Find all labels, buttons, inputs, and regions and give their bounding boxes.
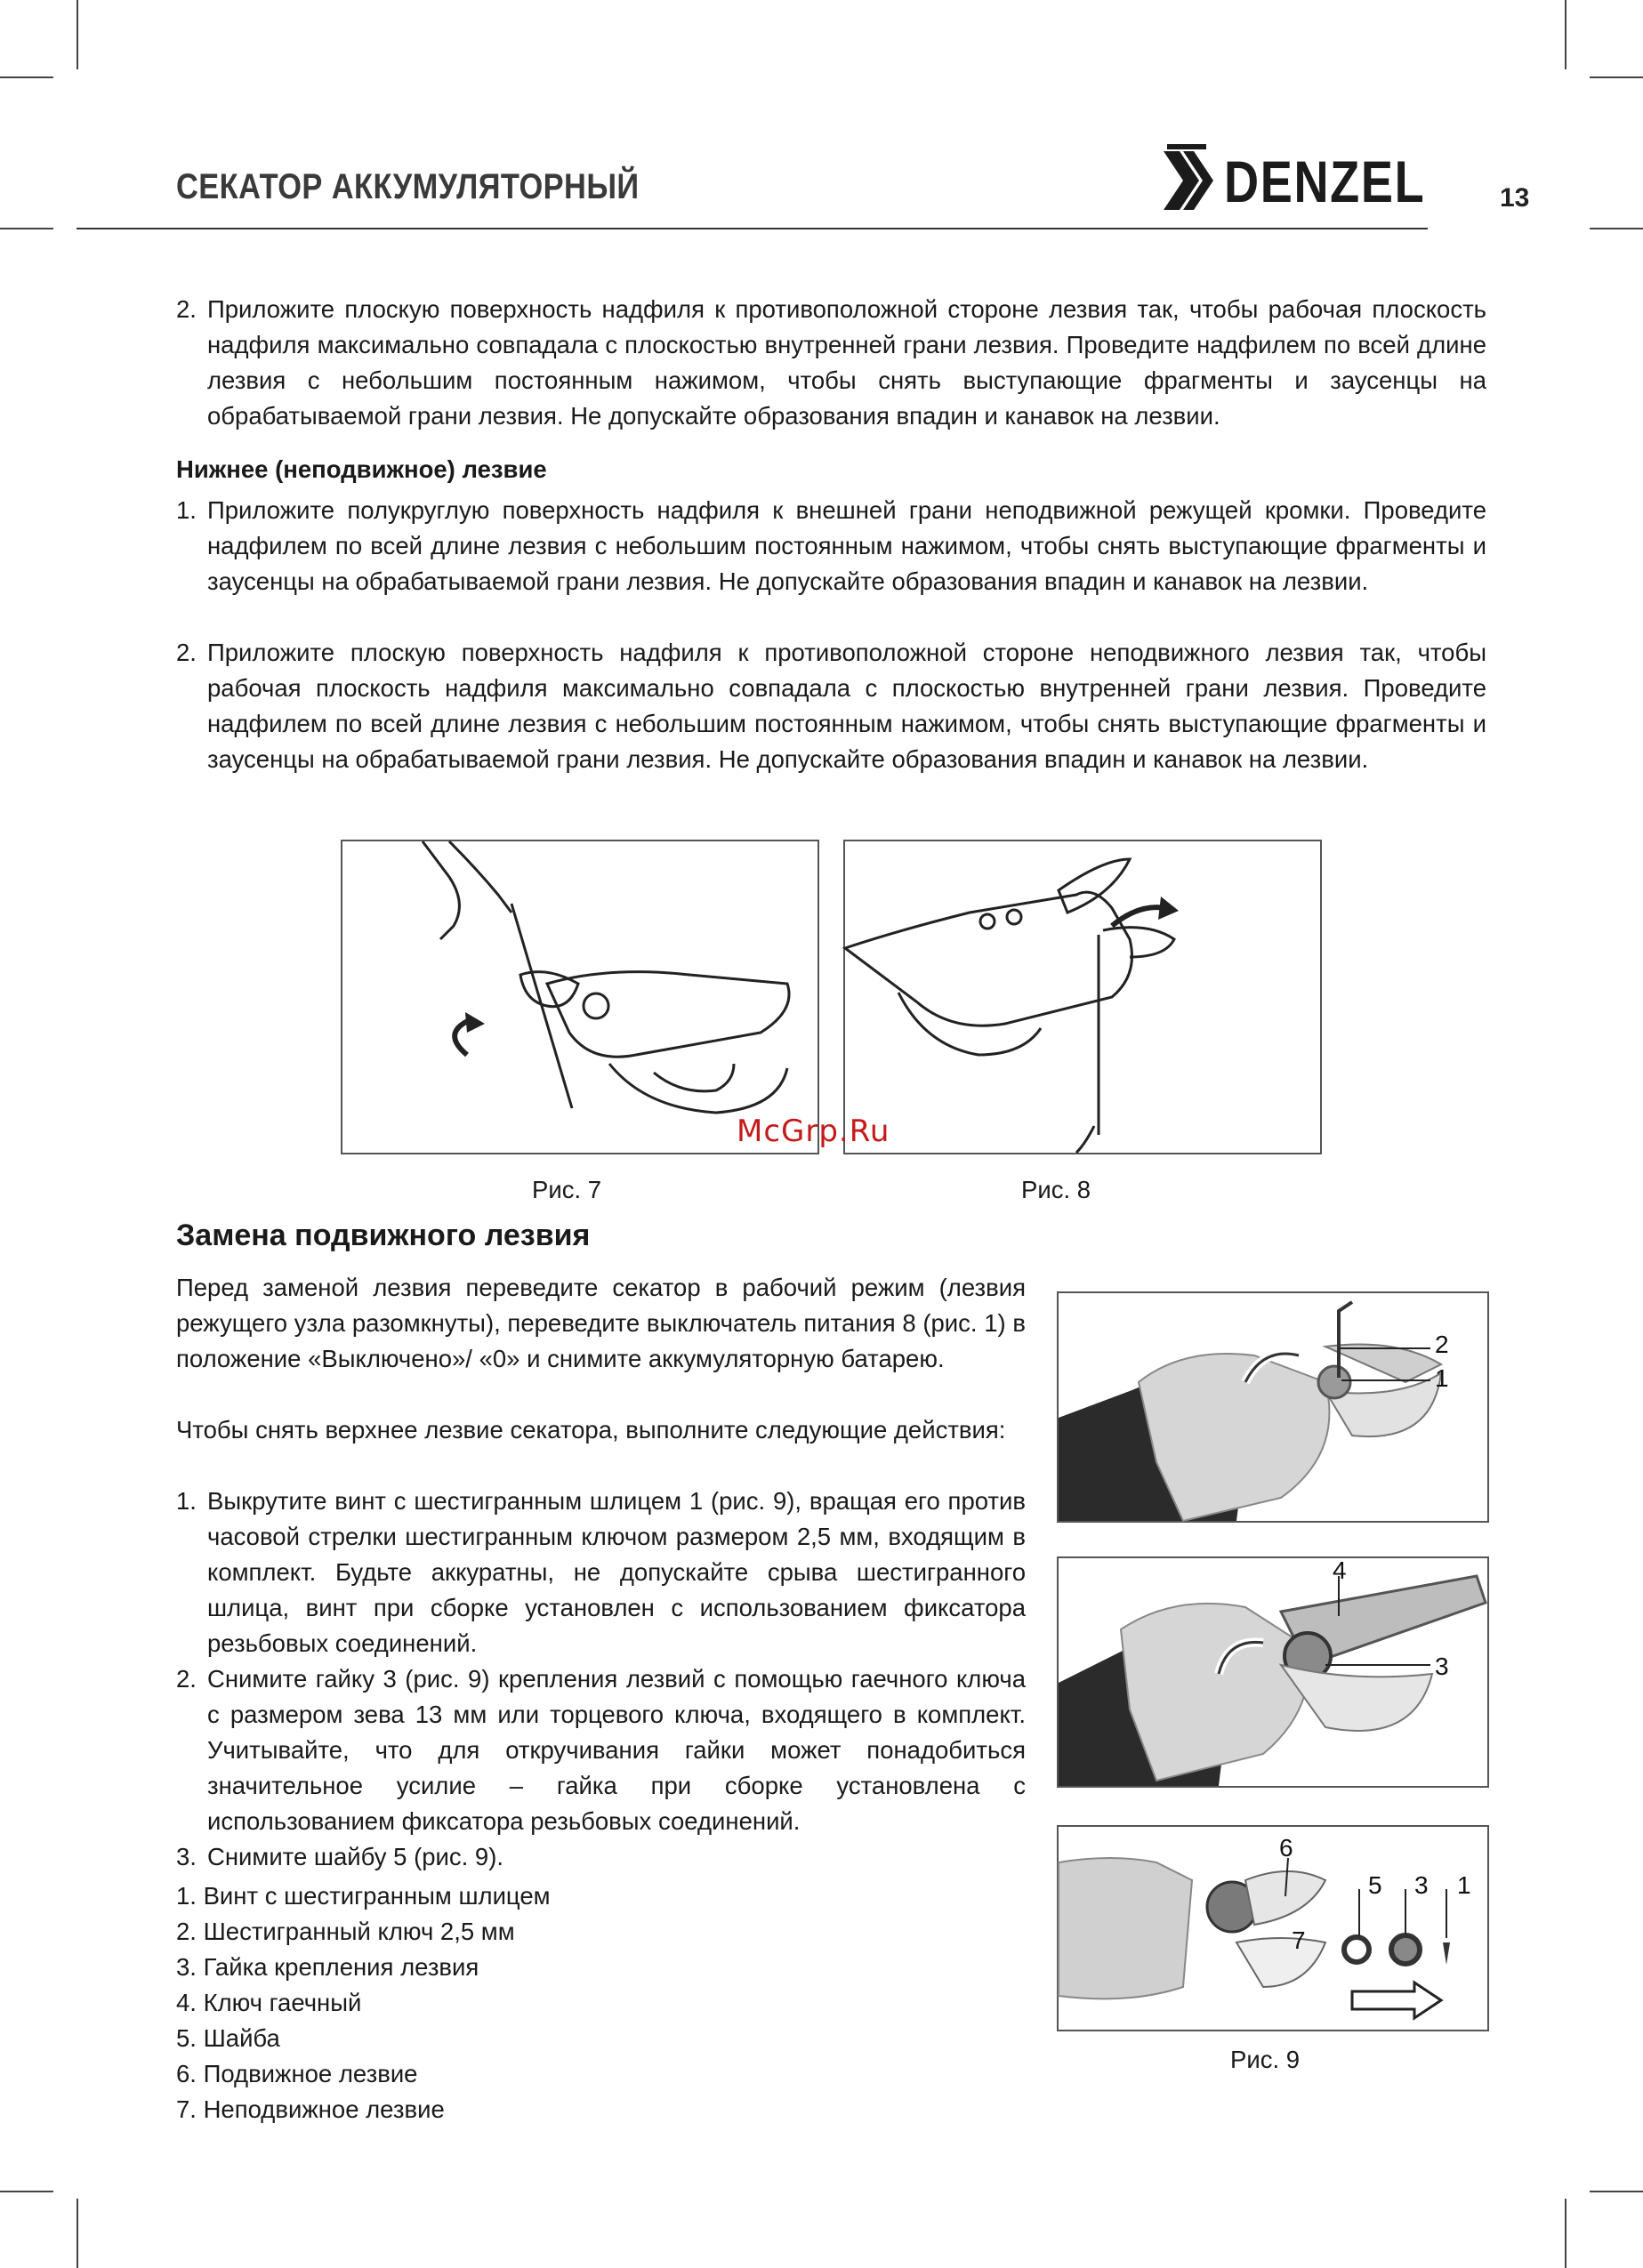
pruner-wrench-photo xyxy=(1059,1558,1487,1786)
figure-caption: Рис. 8 xyxy=(1021,1176,1091,1203)
list-number: 1. xyxy=(176,496,197,524)
intro-text: Чтобы снять верхнее лезвие секатора, выполните следующие действия: xyxy=(176,1416,1006,1444)
figure-7 xyxy=(341,840,819,1154)
list-number: 2. xyxy=(176,639,197,666)
crop-mark xyxy=(1590,76,1643,78)
pruner-disassembled-photo xyxy=(1059,1827,1487,2030)
list-text: Выкрутите винт с шестигранным шлицем 1 (рис. 9), вращая его против часовой стрелки шестигранным ключом размером 2,5 мм, входящим в комплект. Будьте аккуратны, не допускайте срыва шестигранного шлица, винт при сборке установлен с использованием фиксатора резьбовых соединений. xyxy=(207,1487,1026,1657)
legend-item: 4. Ключ гаечный xyxy=(176,1989,362,2016)
legend-item: 7. Неподвижное лезвие xyxy=(176,2095,445,2123)
callout-label: 7 xyxy=(1292,1926,1306,1954)
list-text: Приложите плоскую поверхность надфиля к противоположной стороне лезвия так, чтобы рабочая плоскость надфиля максимально совпадала с плоскостью внутренней грани лезвия. Проведите надфилем по всей длине лезвия с небольшим постоянным нажимом, чтобы снять выступающие фрагменты и заусенцы на обрабатываемой грани лезвия. Не допускайте образования впадин и канавок на лезвии. xyxy=(207,295,1486,430)
callout-label: 3 xyxy=(1435,1653,1449,1680)
list-item xyxy=(176,1484,1026,1661)
list-item xyxy=(176,1661,1026,1839)
callout-label: 3 xyxy=(1414,1871,1429,1899)
list-item xyxy=(176,493,1486,599)
watermark: McGrp.Ru xyxy=(737,1114,890,1149)
legend-item: 1. Винт с шестигранным шлицем xyxy=(176,1882,551,1910)
crop-mark xyxy=(77,2199,78,2268)
figure-caption: Рис. 7 xyxy=(532,1176,602,1203)
pruner-sharpening-illustration xyxy=(845,841,1320,1153)
list-text: Снимите шайбу 5 (рис. 9). xyxy=(207,1843,504,1870)
list-number: 3. xyxy=(176,1843,197,1870)
parts-legend xyxy=(176,1878,551,2127)
intro-paragraph-2 xyxy=(176,1412,1026,1448)
crop-mark xyxy=(0,2191,53,2192)
list-number: 2. xyxy=(176,1665,197,1693)
intro-paragraph xyxy=(176,1270,1026,1377)
legend-item: 5. Шайба xyxy=(176,2024,280,2052)
list-number: 2. xyxy=(176,295,197,323)
page-number: 13 xyxy=(1500,183,1530,213)
header-title: СЕКАТОР АККУМУЛЯТОРНЫЙ xyxy=(176,167,640,206)
list-item xyxy=(176,635,1486,777)
list-number: 1. xyxy=(176,1487,197,1515)
crop-mark xyxy=(1590,228,1643,229)
list-text: Снимите гайку 3 (рис. 9) крепления лезвий с помощью гаечного ключа с размером зева 13 мм или торцевого ключа, входящего в комплект. Учитывайте, что для откручивания гайки может понадобиться значительное усилие – гайка при сборке установлена с использованием фиксатора резьбовых соединений. xyxy=(207,1665,1026,1835)
intro-text: Перед заменой лезвия переведите секатор в рабочий режим (лезвия режущего узла разомкнуты), переведите выключатель питания 8 (рис. 1) в положение «Выключено»/ «0» и снимите аккумуляторную батарею. xyxy=(176,1274,1026,1372)
crop-mark xyxy=(1565,2199,1566,2268)
section-subheading: Нижнее (неподвижное) лезвие xyxy=(176,455,547,483)
list-item xyxy=(176,292,1486,434)
crop-mark xyxy=(77,0,78,69)
callout-label: 1 xyxy=(1435,1364,1449,1392)
list-text: Приложите плоскую поверхность надфиля к противоположной стороне неподвижного лезвия так, чтобы рабочая плоскость надфиля максимально совпадала с плоскостью внутренней грани лезвия. Проведите надфилем по всей длине лезвия с небольшим постоянным нажимом, чтобы снять выступающие фрагменты и заусенцы на обрабатываемой грани лезвия. Не допускайте образования впадин и канавок на лезвии. xyxy=(207,639,1486,773)
legend-item: 2. Шестигранный ключ 2,5 мм xyxy=(176,1918,515,1945)
crop-mark xyxy=(0,228,53,229)
callout-label: 4 xyxy=(1333,1556,1347,1584)
callout-label: 2 xyxy=(1435,1331,1449,1358)
figure-caption: Рис. 9 xyxy=(1230,2046,1301,2073)
callout-label: 6 xyxy=(1279,1834,1293,1862)
callout-label: 5 xyxy=(1368,1871,1382,1899)
figure-8 xyxy=(843,840,1322,1154)
list-item xyxy=(176,1839,1026,1875)
brand-logo-text: DENZEL xyxy=(1224,149,1426,214)
crop-mark xyxy=(1565,0,1566,69)
crop-mark xyxy=(1590,2191,1643,2192)
pruner-sharpening-illustration xyxy=(342,841,817,1153)
section-title: Замена подвижного лезвия xyxy=(176,1218,591,1252)
legend-item: 3. Гайка крепления лезвия xyxy=(176,1953,479,1981)
pruner-hex-key-photo xyxy=(1059,1293,1487,1521)
legend-item: 6. Подвижное лезвие xyxy=(176,2060,418,2087)
crop-mark xyxy=(0,76,53,78)
figure-9c xyxy=(1057,1825,1489,2031)
figure-9b xyxy=(1057,1556,1489,1788)
denzel-logo-icon xyxy=(1164,142,1217,219)
list-text: Приложите полукруглую поверхность надфиля к внешней грани неподвижной режущей кромки. Проведите надфилем по всей длине лезвия с небольшим постоянным нажимом, чтобы снять выступающие фрагменты и заусенцы на обрабатываемой грани лезвия. Не допускайте образования впадин и канавок на лезвии. xyxy=(207,496,1486,595)
figure-9a xyxy=(1057,1291,1489,1523)
header-rule xyxy=(77,228,1428,229)
callout-label: 1 xyxy=(1457,1871,1471,1899)
